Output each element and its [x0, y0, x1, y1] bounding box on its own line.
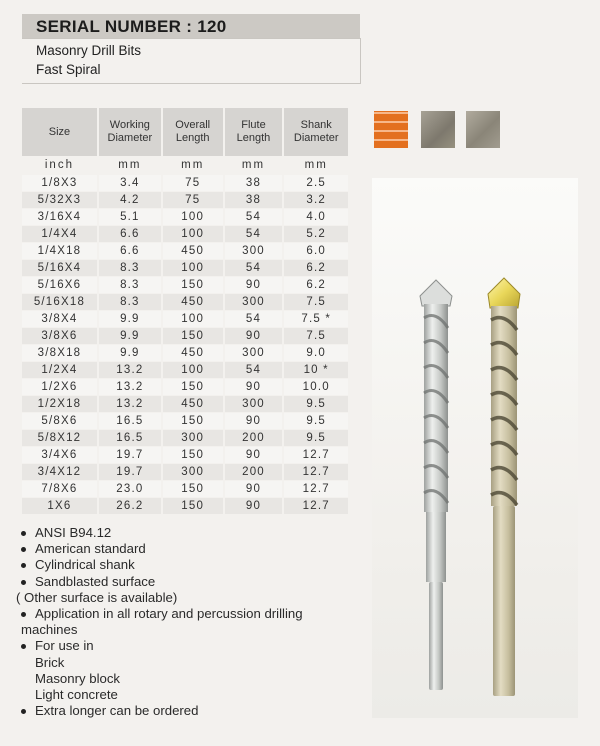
feature-item: Application in all rotary and percussion drilling	[14, 606, 354, 622]
product-name: Masonry Drill Bits	[36, 43, 142, 58]
table-cell: 4.2	[98, 192, 162, 209]
table-row	[22, 260, 348, 277]
table-cell: 300	[162, 464, 224, 481]
table-cell: 38	[224, 175, 284, 192]
table-cell: 10.0	[283, 379, 348, 396]
brick-swatch	[374, 111, 408, 148]
table-cell: 8.3	[98, 260, 162, 277]
table-cell: 23.0	[98, 481, 162, 498]
table-cell: 200	[224, 464, 284, 481]
table-cell: 75	[162, 192, 224, 209]
table-cell: 5/16X4	[22, 260, 98, 277]
beige-shank	[493, 506, 515, 696]
table-cell: 5/8X12	[22, 430, 98, 447]
table-row	[22, 192, 348, 209]
table-cell: 150	[162, 379, 224, 396]
table-cell: 54	[224, 260, 284, 277]
table-cell: 8.3	[98, 277, 162, 294]
table-cell: 6.6	[98, 243, 162, 260]
table-cell: 200	[224, 430, 284, 447]
drill-bits-photo	[372, 178, 578, 718]
table-cell: 450	[162, 243, 224, 260]
silver-flute-body	[424, 304, 448, 512]
column-header-shank-diameter: Shank Diameter	[283, 108, 348, 156]
table-cell: 1/4X4	[22, 226, 98, 243]
table-cell: 150	[162, 447, 224, 464]
table-row	[22, 345, 348, 362]
table-cell: 7/8X6	[22, 481, 98, 498]
table-cell: 300	[224, 396, 284, 413]
table-cell: 3/4X12	[22, 464, 98, 481]
table-cell: 150	[162, 413, 224, 430]
table-cell: 150	[162, 481, 224, 498]
gold-carbide-tip	[488, 278, 520, 308]
table-cell: 5/32X3	[22, 192, 98, 209]
table-cell: 9.5	[283, 396, 348, 413]
table-cell: 16.5	[98, 413, 162, 430]
feature-item: Extra longer can be ordered	[14, 703, 354, 719]
table-cell: 150	[162, 498, 224, 515]
feature-item: Cylindrical shank	[14, 557, 354, 573]
table-cell: 9.5	[283, 413, 348, 430]
table-cell: 3/8X18	[22, 345, 98, 362]
table-row	[22, 311, 348, 328]
table-cell: 90	[224, 328, 284, 345]
spec-table-header	[22, 108, 348, 156]
table-cell: 100	[162, 311, 224, 328]
table-cell: 90	[224, 277, 284, 294]
table-row	[22, 209, 348, 226]
table-row	[22, 328, 348, 345]
table-cell: 1/2X18	[22, 396, 98, 413]
table-cell: 13.2	[98, 379, 162, 396]
spec-table	[22, 108, 348, 515]
table-row	[22, 277, 348, 294]
table-cell: 12.7	[283, 464, 348, 481]
table-cell: 100	[162, 209, 224, 226]
table-cell: 9.9	[98, 328, 162, 345]
table-row	[22, 498, 348, 515]
drill-bits-illustration	[372, 178, 578, 718]
table-cell: 4.0	[283, 209, 348, 226]
table-cell: 12.7	[283, 447, 348, 464]
feature-item: Light concrete	[35, 687, 118, 703]
table-cell: 10 *	[283, 362, 348, 379]
table-cell: 3/8X6	[22, 328, 98, 345]
table-row	[22, 430, 348, 447]
table-cell: 19.7	[98, 464, 162, 481]
feature-item: American standard	[14, 541, 354, 557]
table-row	[22, 226, 348, 243]
table-row	[22, 379, 348, 396]
feature-item: machines	[21, 622, 78, 638]
table-cell: 5.2	[283, 226, 348, 243]
feature-item: ( Other surface is available)	[16, 589, 178, 605]
table-row	[22, 413, 348, 430]
units-row	[22, 156, 348, 175]
table-row	[22, 175, 348, 192]
table-cell: 19.7	[98, 447, 162, 464]
table-cell: 54	[224, 209, 284, 226]
table-cell: 2.5	[283, 175, 348, 192]
feature-item: For use in	[14, 638, 354, 654]
table-cell: 54	[224, 311, 284, 328]
table-row	[22, 294, 348, 311]
table-cell: 450	[162, 396, 224, 413]
table-cell: 1/4X18	[22, 243, 98, 260]
table-cell: 150	[162, 277, 224, 294]
table-row	[22, 362, 348, 379]
gold-tip-drill-bit	[488, 278, 520, 696]
table-cell: 300	[224, 294, 284, 311]
table-cell: 5/8X6	[22, 413, 98, 430]
feature-item: Masonry block	[35, 670, 121, 686]
column-header-size: Size	[22, 108, 98, 156]
table-cell: 6.0	[283, 243, 348, 260]
table-cell: 1X6	[22, 498, 98, 515]
table-cell: 7.5	[283, 294, 348, 311]
feature-item: ANSI B94.12	[14, 525, 354, 541]
table-cell: 3/4X6	[22, 447, 98, 464]
table-cell: 5/16X18	[22, 294, 98, 311]
table-cell: 75	[162, 175, 224, 192]
product-variant: Fast Spiral	[36, 62, 101, 77]
table-cell: 12.7	[283, 481, 348, 498]
silver-shank-end	[429, 582, 443, 690]
silver-drill-bit	[420, 280, 452, 690]
table-cell: 6.2	[283, 277, 348, 294]
unit-cell: mm	[98, 156, 162, 175]
table-cell: 300	[224, 243, 284, 260]
table-cell: 300	[224, 345, 284, 362]
table-cell: 7.5 *	[283, 311, 348, 328]
table-cell: 1/2X6	[22, 379, 98, 396]
unit-cell: mm	[224, 156, 284, 175]
table-cell: 7.5	[283, 328, 348, 345]
table-cell: 13.2	[98, 396, 162, 413]
table-cell: 90	[224, 379, 284, 396]
table-cell: 1/8X3	[22, 175, 98, 192]
table-cell: 450	[162, 345, 224, 362]
table-cell: 16.5	[98, 430, 162, 447]
silver-shank	[426, 512, 446, 582]
table-cell: 3/16X4	[22, 209, 98, 226]
table-cell: 54	[224, 362, 284, 379]
table-cell: 9.5	[283, 430, 348, 447]
table-cell: 26.2	[98, 498, 162, 515]
unit-cell: mm	[283, 156, 348, 175]
silver-carbide-tip	[420, 280, 452, 306]
table-row	[22, 464, 348, 481]
table-cell: 9.9	[98, 311, 162, 328]
table-cell: 100	[162, 362, 224, 379]
table-cell: 90	[224, 481, 284, 498]
table-cell: 3/8X4	[22, 311, 98, 328]
table-cell: 90	[224, 447, 284, 464]
table-cell: 54	[224, 226, 284, 243]
table-cell: 13.2	[98, 362, 162, 379]
table-cell: 100	[162, 226, 224, 243]
table-cell: 150	[162, 328, 224, 345]
table-cell: 3.2	[283, 192, 348, 209]
unit-cell: inch	[22, 156, 98, 175]
table-row	[22, 243, 348, 260]
table-row	[22, 447, 348, 464]
table-cell: 3.4	[98, 175, 162, 192]
table-cell: 6.2	[283, 260, 348, 277]
table-cell: 450	[162, 294, 224, 311]
table-cell: 90	[224, 413, 284, 430]
table-cell: 9.0	[283, 345, 348, 362]
table-cell: 100	[162, 260, 224, 277]
feature-item: Brick	[35, 654, 65, 670]
column-header-working-diameter: Working Diameter	[98, 108, 162, 156]
unit-cell: mm	[162, 156, 224, 175]
features-list	[14, 525, 354, 719]
table-row	[22, 481, 348, 498]
table-cell: 5.1	[98, 209, 162, 226]
table-cell: 1/2X4	[22, 362, 98, 379]
table-cell: 90	[224, 498, 284, 515]
feature-item: Sandblasted surface	[14, 574, 354, 590]
serial-number-title: SERIAL NUMBER : 120	[36, 17, 227, 36]
table-cell: 9.9	[98, 345, 162, 362]
column-header-flute-length: Flute Length	[224, 108, 284, 156]
table-cell: 300	[162, 430, 224, 447]
concrete-swatch	[466, 111, 500, 148]
table-cell: 8.3	[98, 294, 162, 311]
table-row	[22, 396, 348, 413]
masonry-block-swatch	[421, 111, 455, 148]
table-cell: 12.7	[283, 498, 348, 515]
table-cell: 5/16X6	[22, 277, 98, 294]
table-cell: 6.6	[98, 226, 162, 243]
table-cell: 38	[224, 192, 284, 209]
column-header-overall-length: Overall Length	[162, 108, 224, 156]
